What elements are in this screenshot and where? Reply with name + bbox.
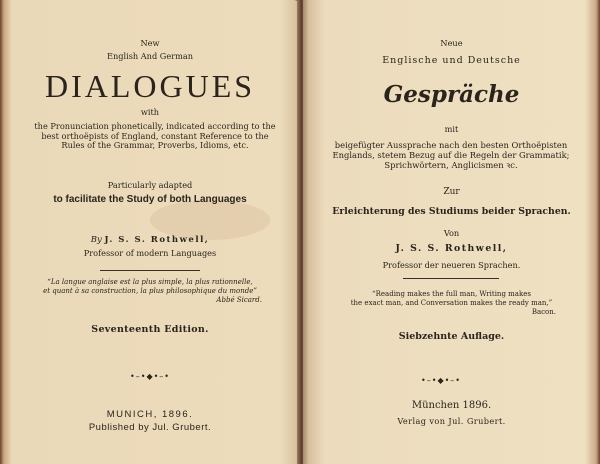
right-title-page xyxy=(303,0,600,464)
left-line-with: with xyxy=(140,107,160,117)
left-title: DIALOGUES xyxy=(44,68,256,104)
left-author-line xyxy=(0,236,300,245)
right-ornament: •–•◆•–• xyxy=(421,376,462,385)
right-edition: Siebzehnte Auflage. xyxy=(398,331,505,342)
right-purpose: Erleichterung des Studiums beider Sprachen. xyxy=(332,206,571,217)
left-by: By xyxy=(90,235,102,245)
left-line-new: New xyxy=(140,38,160,48)
right-adapted: Zur xyxy=(443,187,460,197)
right-quote-line1: “Reading makes the full man, Writing makes xyxy=(372,290,531,298)
right-quote-attribution: Bacon. xyxy=(531,308,556,316)
left-city-year: MUNICH, 1896. xyxy=(106,409,194,420)
right-by: Von xyxy=(443,228,460,238)
right-title: Gespräche xyxy=(383,81,520,108)
right-author: J. S. S. Rothwell, xyxy=(395,243,508,254)
left-edition: Seventeenth Edition. xyxy=(91,324,209,335)
right-author-title: Professor der neueren Sprachen. xyxy=(382,260,521,270)
left-author: J. S. S. Rothwell, xyxy=(104,235,210,245)
left-author-title: Professor of modern Languages xyxy=(83,248,217,258)
right-line-with: mit xyxy=(444,124,459,134)
right-publisher: Verlag von Jul. Grubert. xyxy=(397,416,506,426)
left-quote-attribution: Abbé Sicard. xyxy=(216,296,262,304)
right-city-year: München 1896. xyxy=(411,400,492,411)
left-rule xyxy=(100,270,200,271)
right-rule xyxy=(403,278,499,279)
left-quote-line1: “La langue anglaise est la plus simple, la plus rationnelle, xyxy=(47,278,253,286)
right-description: beigefügter Aussprache nach den besten Orthoëpisten Englands, stetem Bezug auf die Regeln der Grammatik; Sprichwörtern, Anglicismen ꝛc. xyxy=(332,140,570,170)
left-purpose: to facilitate the Study of both Languages xyxy=(53,194,247,205)
left-adapted: Particularly adapted xyxy=(107,180,193,190)
right-quote-line2: the exact man, and Conversation makes the ready man,” xyxy=(350,299,553,307)
left-quote-line2: et quant à sa construction, la plus philosophique du monde” xyxy=(43,287,257,295)
bleed-through-stain xyxy=(150,200,270,240)
left-publisher: Published by Jul. Grubert. xyxy=(88,422,212,433)
left-ornament: •–•◆•–• xyxy=(130,372,171,381)
right-line-new: Neue xyxy=(440,38,463,48)
left-description: the Pronunciation phonetically, indicated according to the best orthoëpists of England, constant Reference to the Rules of the Grammar, Proverbs, Idioms, etc. xyxy=(34,121,276,151)
left-line-subtitle: English And German xyxy=(106,51,194,61)
right-line-subtitle: Englische und Deutsche xyxy=(382,55,521,66)
